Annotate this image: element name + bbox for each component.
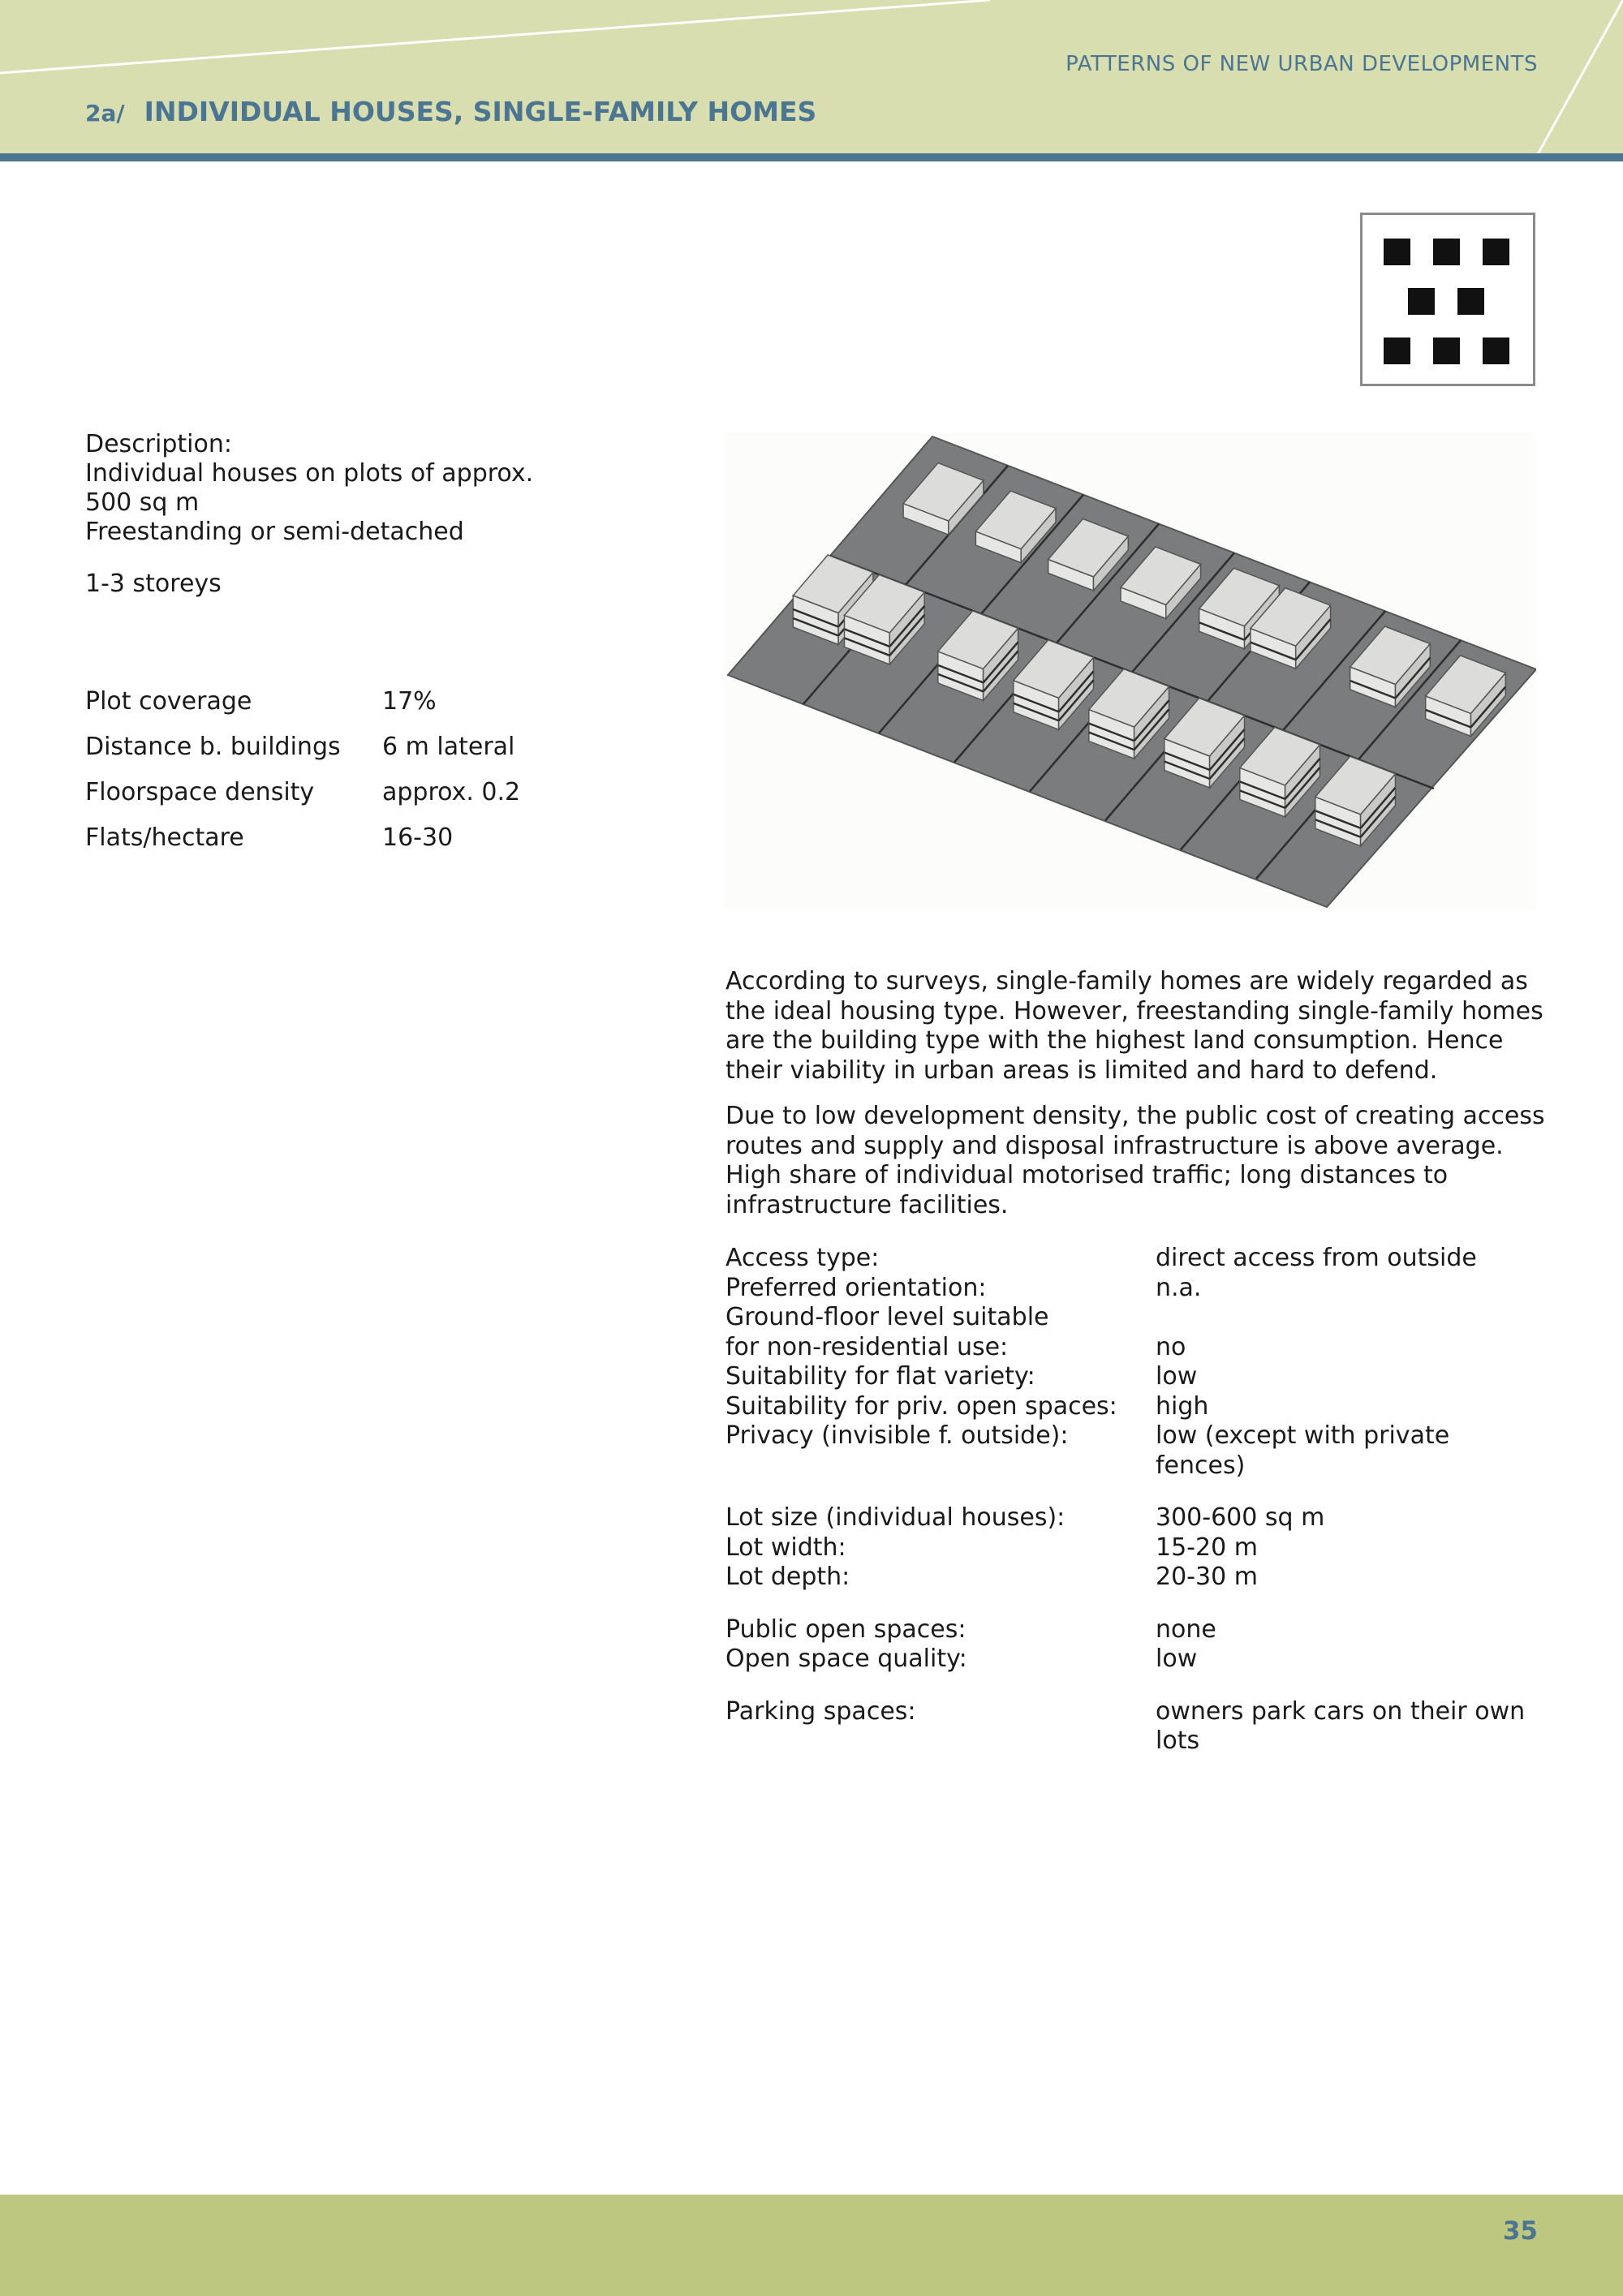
property-label: Access type:	[725, 1244, 880, 1272]
property-label: Open space quality:	[725, 1645, 967, 1673]
property-label: Lot size (individual houses):	[725, 1503, 1065, 1532]
isometric-site-plan	[725, 432, 1536, 909]
property-row	[725, 1303, 1545, 1362]
stat-label: Plot coverage	[85, 687, 252, 716]
property-label: Public open spaces:	[725, 1615, 966, 1644]
property-row	[725, 1362, 1545, 1392]
property-row	[725, 1697, 1545, 1756]
property-row	[725, 1503, 1545, 1533]
property-value: owners park cars on their own lots	[1156, 1696, 1526, 1755]
property-value: low (except with private fences)	[1156, 1421, 1450, 1480]
body-paragraph: Due to low development density, the public cost of creating access routes and supply and disposal infrastructure is above average. High share of individual motorised traffic; long distances to infrastructure facilities.	[725, 1102, 1545, 1219]
property-value: 15-20 m	[1156, 1533, 1258, 1562]
pattern-icon	[1360, 213, 1535, 386]
group-gap	[725, 1675, 1545, 1697]
description-line: Individual houses on plots of approx.	[85, 459, 534, 488]
description-heading: Description:	[85, 430, 232, 458]
property-value: n.a.	[1156, 1273, 1202, 1302]
property-value: 300-600 sq m	[1156, 1503, 1325, 1532]
property-value: none	[1156, 1615, 1216, 1644]
page-title	[85, 96, 816, 127]
title-number: 2a/	[85, 100, 125, 127]
group-gap	[725, 1593, 1545, 1615]
property-value: low	[1156, 1645, 1198, 1673]
property-value: no	[1156, 1332, 1186, 1361]
property-label: Lot depth:	[725, 1563, 850, 1591]
property-label: Parking spaces:	[725, 1696, 916, 1726]
page-header	[0, 0, 1623, 154]
description-line: 500 sq m	[85, 488, 200, 517]
property-row	[725, 1421, 1545, 1481]
property-row	[725, 1244, 1545, 1274]
description-block	[85, 430, 653, 599]
title-text: INDIVIDUAL HOUSES, SINGLE-FAMILY HOMES	[144, 96, 817, 127]
property-value: low	[1156, 1362, 1198, 1391]
property-row	[725, 1645, 1545, 1675]
storeys: 1-3 storeys	[85, 570, 222, 598]
header-decor-lines	[0, 0, 1623, 154]
property-label: Privacy (invisible f. outside):	[725, 1421, 1069, 1450]
property-row	[725, 1274, 1545, 1304]
property-label: Suitability for flat variety:	[725, 1362, 1035, 1391]
property-value: 20-30 m	[1156, 1563, 1258, 1591]
section-label: PATTERNS OF NEW URBAN DEVELOPMENTS	[1065, 52, 1538, 76]
stat-label: Flats/hectare	[85, 823, 244, 852]
page-number: 35	[1502, 2216, 1538, 2246]
site-plan-figure	[725, 432, 1536, 909]
stat-value: approx. 0.2	[382, 778, 521, 806]
stat-value: 17%	[382, 687, 437, 716]
header-rule	[0, 153, 1623, 161]
property-label: Suitability for priv. open spaces:	[725, 1391, 1117, 1421]
property-row	[725, 1615, 1545, 1645]
properties-list	[725, 1244, 1545, 1756]
group-gap	[725, 1481, 1545, 1503]
stat-label: Distance b. buildings	[85, 733, 341, 761]
property-row	[725, 1533, 1545, 1563]
property-row	[725, 1392, 1545, 1422]
property-label: Preferred orientation:	[725, 1273, 987, 1302]
property-value: direct access from outside	[1156, 1244, 1477, 1272]
property-label: Ground-floor level suitable for non-residential use:	[725, 1303, 1049, 1361]
stat-label: Floorspace density	[85, 778, 315, 806]
body-paragraph: According to surveys, single-family homes are widely regarded as the ideal housing type. However, freestanding single-family homes are the building type with the highest land consumption. Hence their viability in urban areas is limited and hard to defend.	[725, 967, 1543, 1085]
property-row	[725, 1563, 1545, 1593]
property-label: Lot width:	[725, 1533, 846, 1562]
property-value: high	[1156, 1391, 1209, 1421]
body-text	[725, 967, 1545, 1236]
stat-value: 16-30	[382, 823, 454, 852]
description-line: Freestanding or semi-detached	[85, 518, 464, 546]
page-footer	[0, 2195, 1623, 2296]
stat-value: 6 m lateral	[382, 733, 515, 761]
